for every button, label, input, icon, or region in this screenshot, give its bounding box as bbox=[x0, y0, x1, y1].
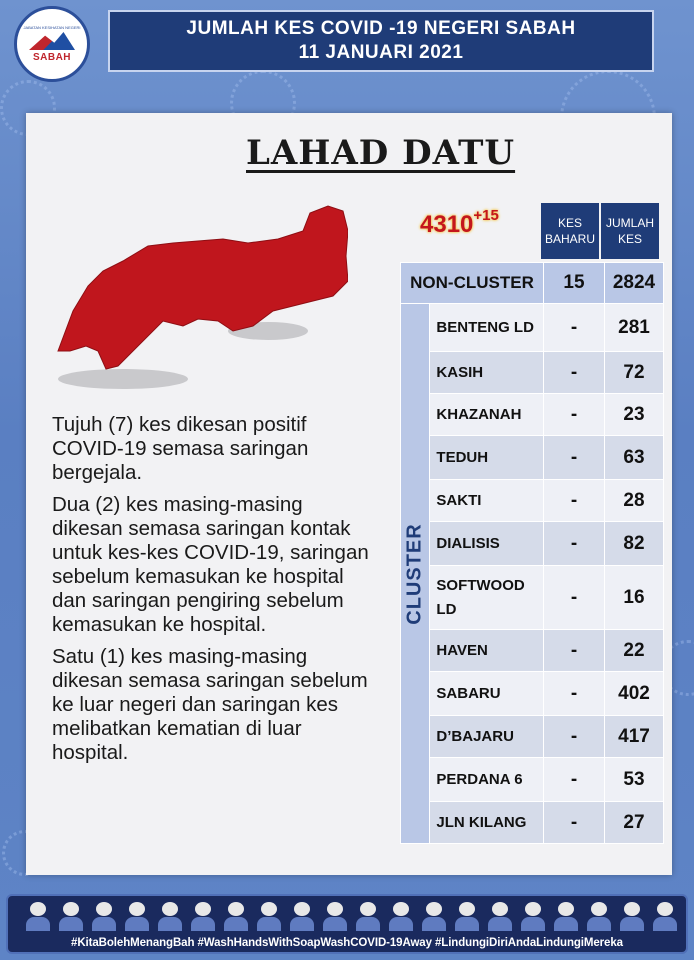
cluster-new: - bbox=[544, 352, 605, 394]
col-header-line: BAHARU bbox=[544, 232, 595, 246]
frontliner-figure-icon bbox=[290, 902, 314, 932]
frontliner-figure-icon bbox=[26, 902, 50, 932]
cluster-new: - bbox=[544, 394, 605, 436]
footer-hashtags: #KitaBolehMenangBah #WashHandsWithSoapWashCOVID-19Away #LindungiDiriAndaLindungiMereka bbox=[71, 937, 623, 949]
col-header-line: JUMLAH bbox=[605, 216, 654, 230]
table-row bbox=[401, 436, 664, 480]
non-cluster-label: NON-CLUSTER bbox=[401, 263, 544, 304]
table-row bbox=[401, 394, 664, 436]
cluster-name: SABARU bbox=[430, 672, 544, 716]
cluster-total: 281 bbox=[605, 304, 664, 352]
table-row bbox=[401, 522, 664, 566]
cluster-name: SAKTI bbox=[430, 480, 544, 522]
frontliner-figure-icon bbox=[158, 902, 182, 932]
table-row bbox=[401, 672, 664, 716]
frontliner-figure-icon bbox=[389, 902, 413, 932]
table-row bbox=[401, 716, 664, 758]
cluster-total: 82 bbox=[605, 522, 664, 566]
cluster-new: - bbox=[544, 716, 605, 758]
cluster-label-cell bbox=[401, 304, 430, 844]
non-cluster-row bbox=[401, 263, 664, 304]
frontliner-figure-icon bbox=[521, 902, 545, 932]
cluster-name: KHAZANAH bbox=[430, 394, 544, 436]
logo-name: SABAH bbox=[32, 52, 72, 63]
header-title: JUMLAH KES COVID -19 NEGERI SABAH bbox=[186, 18, 576, 39]
cluster-name: HAVEN bbox=[430, 630, 544, 672]
table-row bbox=[401, 758, 664, 802]
col-header-total bbox=[601, 203, 659, 259]
frontliner-figure-icon bbox=[224, 902, 248, 932]
frontliner-figure-icon bbox=[653, 902, 677, 932]
cluster-name: D’BAJARU bbox=[430, 716, 544, 758]
frontliner-figure-icon bbox=[488, 902, 512, 932]
col-header-line: KES bbox=[617, 232, 642, 246]
cluster-total: 28 bbox=[605, 480, 664, 522]
table-row bbox=[401, 304, 664, 352]
frontliner-figure-icon bbox=[257, 902, 281, 932]
cluster-total: 417 bbox=[605, 716, 664, 758]
cluster-new: - bbox=[544, 672, 605, 716]
cluster-name: KASIH bbox=[430, 352, 544, 394]
cluster-total: 63 bbox=[605, 436, 664, 480]
cases-table bbox=[400, 262, 664, 844]
cluster-total: 402 bbox=[605, 672, 664, 716]
cluster-new: - bbox=[544, 480, 605, 522]
cluster-label: CLUSTER bbox=[403, 522, 426, 625]
cluster-name: PERDANA 6 bbox=[430, 758, 544, 802]
summary-paragraph: Satu (1) kes masing-masing dikesan semasa saringan sebelum ke luar negeri dan saringan kes melibatkan kematian di luar hospital. bbox=[52, 645, 368, 764]
frontliner-figure-icon bbox=[422, 902, 446, 932]
col-header-new bbox=[541, 203, 599, 259]
cluster-total: 53 bbox=[605, 758, 664, 802]
frontliner-figure-icon bbox=[92, 902, 116, 932]
summary-text bbox=[52, 413, 372, 773]
table-row bbox=[401, 802, 664, 844]
summary-paragraph: Dua (2) kes masing-masing dikesan semasa saringan kontak untuk kes-kes COVID-19, saringan sebelum kemasukan ke hospital dan saringan pengiring sebelum kemasukan ke hospital. bbox=[52, 493, 369, 636]
cluster-name: BENTENG LD bbox=[430, 304, 544, 352]
cluster-new: - bbox=[544, 522, 605, 566]
non-cluster-total: 2824 bbox=[605, 263, 664, 304]
district-total bbox=[420, 207, 499, 239]
col-header-line: KES bbox=[557, 216, 582, 230]
cluster-name: DIALISIS bbox=[430, 522, 544, 566]
footer-banner bbox=[6, 894, 688, 954]
district-title: LAHAD DATU bbox=[246, 133, 516, 173]
header-date: 11 JANUARI 2021 bbox=[298, 42, 464, 63]
content-panel bbox=[26, 113, 672, 875]
non-cluster-new: 15 bbox=[544, 263, 605, 304]
table-row bbox=[401, 566, 664, 630]
table-row bbox=[401, 352, 664, 394]
cluster-total: 16 bbox=[605, 566, 664, 630]
frontliner-figure-icon bbox=[191, 902, 215, 932]
frontliner-figure-icon bbox=[587, 902, 611, 932]
frontliner-figure-icon bbox=[620, 902, 644, 932]
frontliner-figure-icon bbox=[59, 902, 83, 932]
total-cases: 4310 bbox=[420, 211, 474, 238]
cluster-name: TEDUH bbox=[430, 436, 544, 480]
frontliner-figure-icon bbox=[125, 902, 149, 932]
sabah-health-logo bbox=[14, 6, 90, 82]
district-map bbox=[48, 201, 348, 401]
cluster-new: - bbox=[544, 802, 605, 844]
cluster-name: SOFTWOOD LD bbox=[430, 566, 544, 630]
cluster-total: 23 bbox=[605, 394, 664, 436]
frontliner-figure-icon bbox=[323, 902, 347, 932]
cluster-total: 22 bbox=[605, 630, 664, 672]
table-row bbox=[401, 630, 664, 672]
mountain-icon bbox=[29, 32, 75, 50]
cluster-name: JLN KILANG bbox=[430, 802, 544, 844]
cluster-new: - bbox=[544, 630, 605, 672]
table-row bbox=[401, 480, 664, 522]
new-cases-delta: +15 bbox=[473, 207, 499, 224]
frontliner-figure-icon bbox=[455, 902, 479, 932]
cluster-total: 72 bbox=[605, 352, 664, 394]
district-shape bbox=[58, 206, 348, 369]
cluster-total: 27 bbox=[605, 802, 664, 844]
cluster-new: - bbox=[544, 436, 605, 480]
frontliner-figure-icon bbox=[356, 902, 380, 932]
summary-paragraph: Tujuh (7) kes dikesan positif COVID-19 semasa saringan bergejala. bbox=[52, 413, 309, 484]
cluster-new: - bbox=[544, 566, 605, 630]
page-header bbox=[108, 10, 654, 72]
cluster-new: - bbox=[544, 304, 605, 352]
logo-caption: JABATAN KESIHATAN NEGERI bbox=[23, 25, 81, 30]
frontliner-figure-icon bbox=[554, 902, 578, 932]
cluster-new: - bbox=[544, 758, 605, 802]
